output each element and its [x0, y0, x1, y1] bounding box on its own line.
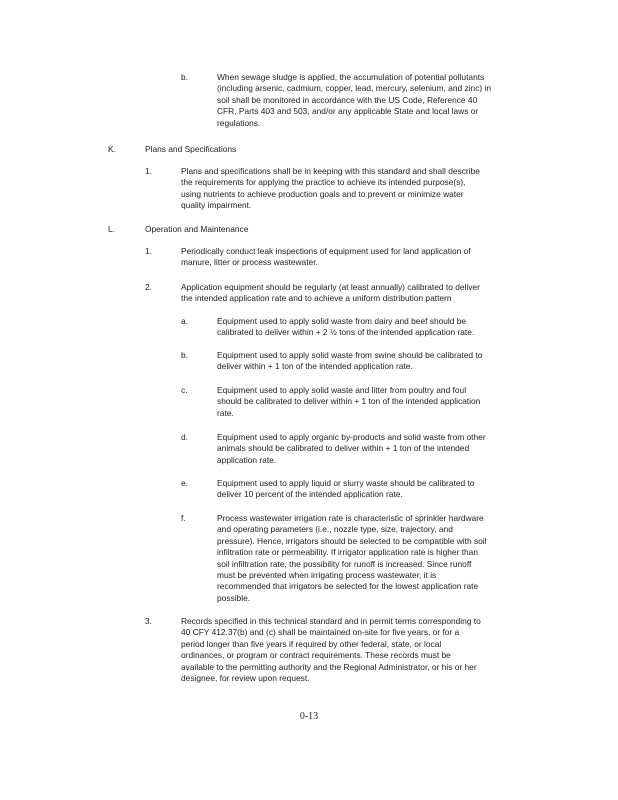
section-label: K. — [108, 144, 116, 154]
section-title: Plans and Specifications — [145, 144, 237, 154]
subitem-text: Equipment used to apply solid waste from dairy and beef should be calibrated to deliver within + 2 ½ tons of the intended application rate. — [217, 316, 475, 338]
section-title: Operation and Maintenance — [145, 224, 249, 234]
item-label: 1. — [145, 246, 152, 256]
subitem-label: a. — [181, 316, 188, 326]
subitem-label: b. — [181, 350, 188, 360]
subitem-label: f. — [181, 513, 186, 523]
item-text: Periodically conduct leak inspections of equipment used for land application of manure, litter or process wastewater. — [181, 246, 471, 268]
subitem-text: Process wastewater irrigation rate is characteristic of sprinkler hardware and operating parameters (i.e., nozzle type, size, trajectory, and pressure). Hence, irrigators should be selected to be compatible with soil infiltration rate or permeability. If irrigator application rate is higher than soil infiltration rate, the possibility for runoff is increased. Since runoff must be prevented when irrigating process wastewater, it is recommended that irrigators be selected for the lowest application rate possible. — [217, 513, 487, 603]
subitem-label: e. — [181, 478, 188, 488]
item-text: Records specified in this technical standard and in permit terms corresponding to 40 CFY 412.37(b) and (c) shall be maintained on-site for five years, or for a period longer than five years if required by other federal, state, or local ordinances, or program or contract requirements. These records must be available to the permitting authority and the Regional Administrator, or his or her designee, for review upon request. — [181, 616, 481, 684]
subitem-label: c. — [181, 385, 188, 395]
section-label: L. — [108, 224, 115, 234]
subitem-text: Equipment used to apply solid waste from swine should be calibrated to deliver within + 1 ton of the intended application rate. — [217, 350, 483, 372]
item-label: 1. — [145, 166, 152, 176]
item-label: 2. — [145, 282, 152, 292]
subitem-text: Equipment used to apply liquid or slurry waste should be calibrated to deliver 10 percent of the intended application rate. — [217, 478, 475, 500]
subitem-text: Equipment used to apply organic by-products and solid waste from other animals should be calibrated to deliver within + 1 ton of the intended application rate. — [217, 432, 486, 465]
item-text: Application equipment should be regularly (at least annually) calibrated to deliver the intended application rate and to achieve a uniform distribution pattern — [181, 282, 480, 304]
item-text: Plans and specifications shall be in keeping with this standard and shall describe the requirements for applying the practice to achieve its intended purpose(s), using nutrients to achieve production goals and to prevent or minimize water quality impairment. — [181, 166, 480, 211]
subitem-text: Equipment used to apply solid waste and litter from poultry and foul should be calibrated to deliver within + 1 ton of the intended application rate. — [217, 385, 481, 418]
item-label: 3. — [145, 616, 152, 626]
subitem-text: When sewage sludge is applied, the accumulation of potential pollutants (including arsenic, cadmium, copper, lead, mercury, selenium, and zinc) in soil shall be monitored in accordance with the US Code, Reference 40 CFR, Parts 403 and 503, and/or any applicable State and local laws or regulations. — [217, 72, 492, 128]
subitem-label: d. — [181, 432, 188, 442]
subitem-label: b. — [181, 72, 188, 82]
page-number: 0-13 — [299, 711, 319, 722]
